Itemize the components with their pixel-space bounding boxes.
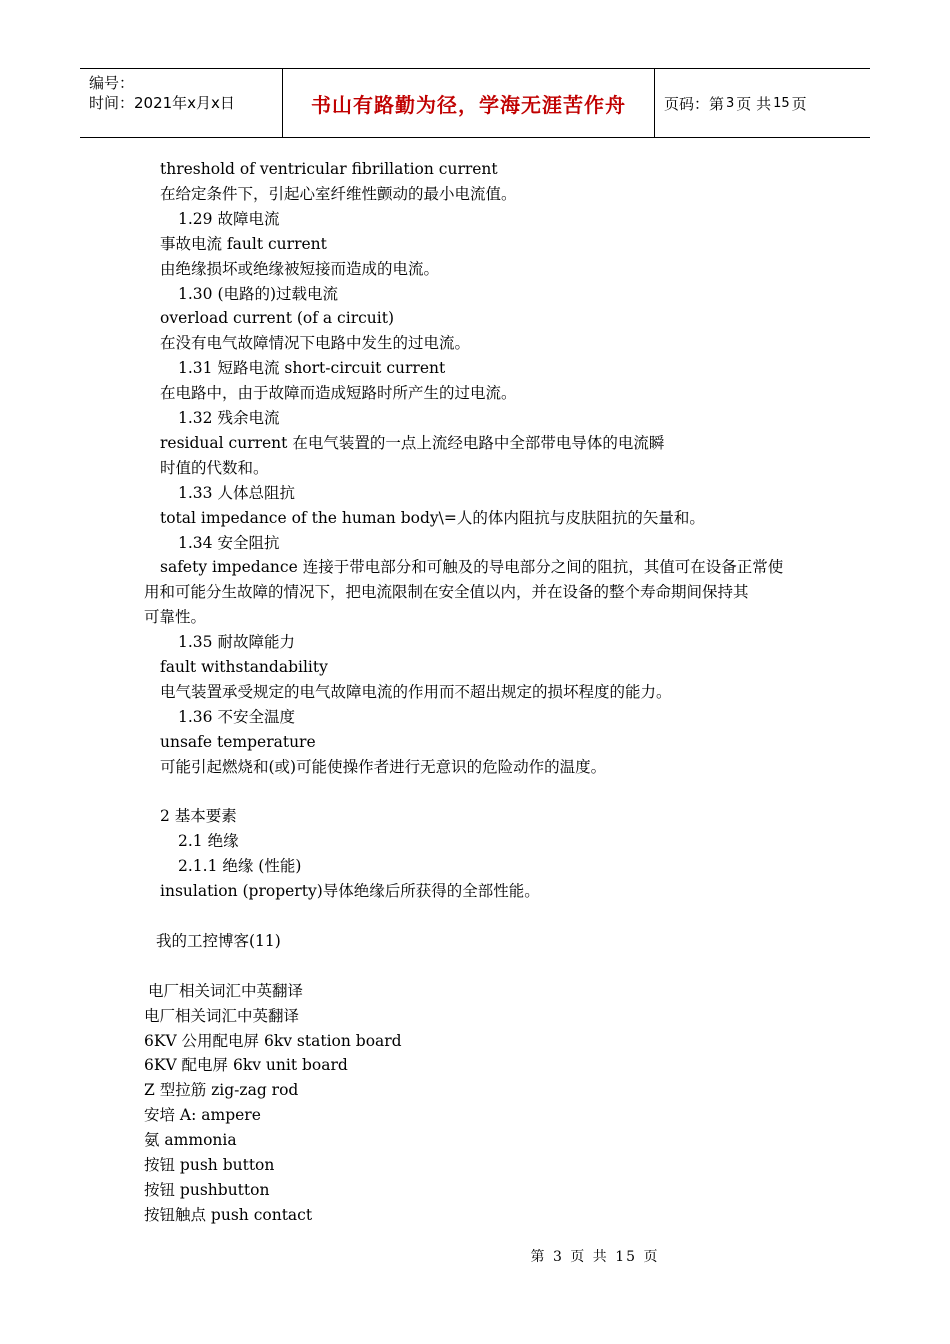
text-line: 事故电流 fault current (160, 234, 327, 253)
page-current: 3 (726, 95, 735, 111)
text-line: 用和可能分生故障的情况下，把电流限制在安全值以内，并在设备的整个寿命期间保持其 (144, 583, 749, 602)
document-date: 时间：2021年x月x日 (89, 94, 235, 112)
text-line: fault withstandability (160, 658, 328, 676)
text-line: 在没有电气故障情况下电路中发生的过电流。 (160, 334, 471, 353)
text-line: 电厂相关词汇中英翻译 (144, 1006, 300, 1025)
text-line: 2.1.1 绝缘 (性能) (178, 857, 302, 876)
header-page-cell (655, 69, 870, 137)
text-line: 按钮 pushbutton (144, 1180, 270, 1199)
header-info-cell (80, 69, 282, 137)
text-line: 时值的代数和。 (160, 458, 269, 477)
header-motto: 书山有路勤为径，学海无涯苦作舟 (311, 92, 626, 117)
header-motto-cell (282, 69, 655, 137)
text-line: 按钮 push button (144, 1156, 275, 1174)
page-footer (0, 1246, 950, 1266)
text-line: 电气装置承受规定的电气故障电流的作用而不超出规定的损坏程度的能力。 (160, 682, 672, 701)
text-line: 可能引起燃烧和(或)可能使操作者进行无意识的危险动作的温度。 (160, 757, 607, 776)
text-line: 2 基本要素 (160, 807, 237, 826)
text-line: unsafe temperature (160, 732, 316, 751)
page-mid: 页 共 (736, 94, 772, 113)
footer-page-number: 第 3 页 共 15 页 (530, 1249, 660, 1265)
text-line: Z 型拉筋 zig-zag rod (144, 1081, 299, 1100)
text-line: residual current 在电气装置的一点上流经电路中全部带电导体的电流瞬 (160, 433, 665, 452)
text-line: 1.31 短路电流 short-circuit current (178, 359, 446, 378)
page-total: 15 (773, 95, 790, 111)
text-line: 1.34 安全阻抗 (178, 533, 280, 552)
text-line: 1.35 耐故障能力 (178, 633, 295, 652)
text-line: 在给定条件下，引起心室纤维性颤动的最小电流值。 (160, 184, 517, 203)
text-line: 6KV 公用配电屏 6kv station board (144, 1031, 402, 1050)
text-line: 1.33 人体总阻抗 (178, 483, 295, 502)
text-line: safety impedance 连接于带电部分和可触及的导电部分之间的阻抗，其值可在设备正常使 (160, 558, 784, 577)
text-line: 电厂相关词汇中英翻译 (148, 981, 304, 1000)
text-line: 6KV 配电屏 6kv unit board (144, 1056, 348, 1075)
text-line: threshold of ventricular fibrillation current (160, 160, 498, 178)
text-line: total impedance of the human body\=人的体内阻抗与皮肤阻抗的矢量和。 (160, 508, 705, 527)
text-line: 在电路中，由于故障而造成短路时所产生的过电流。 (160, 384, 517, 403)
text-line: 我的工控博客(11) (156, 931, 281, 950)
page-suffix: 页 (791, 94, 807, 113)
text-line: 由绝缘损坏或绝缘被短接而造成的电流。 (160, 259, 440, 278)
text-line: 1.36 不安全温度 (178, 707, 295, 726)
text-line: 1.29 故障电流 (178, 209, 280, 228)
text-line: insulation (property)导体绝缘后所获得的全部性能。 (160, 882, 540, 901)
text-line: 可靠性。 (144, 608, 207, 627)
text-line: 1.30 (电路的)过载电流 (178, 284, 339, 303)
page-prefix: 页码：第 (664, 94, 725, 113)
text-line: 按钮触点 push contact (144, 1205, 313, 1224)
text-line: 1.32 残余电流 (178, 409, 280, 427)
text-line: overload current (of a circuit) (160, 309, 394, 328)
text-line: 安培 A: ampere (144, 1106, 261, 1125)
text-line: 2.1 绝缘 (178, 832, 239, 851)
header-table (80, 68, 870, 138)
text-line: 氨 ammonia (144, 1131, 237, 1150)
document-code-label: 编号： (89, 74, 135, 92)
